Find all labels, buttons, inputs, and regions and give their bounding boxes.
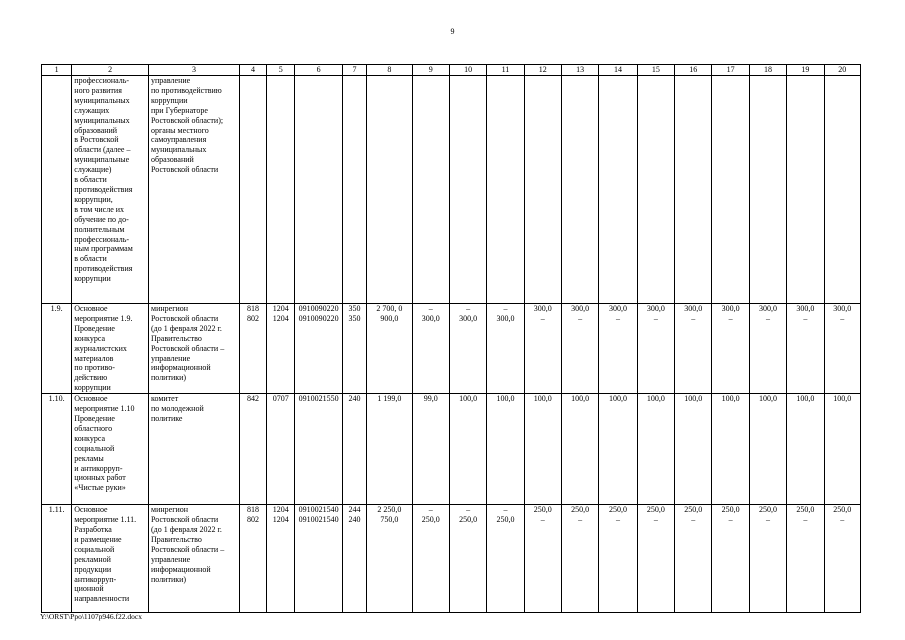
year-amount-cell: 100,0 [599, 394, 637, 505]
header-cell: 20 [824, 65, 861, 76]
year-amount-cell: – 250,0 [487, 505, 524, 613]
total-amount-cell: 2 700, 0 900,0 [367, 304, 412, 394]
year-amount-cell [561, 76, 598, 304]
expense-type-cell: 350 350 [342, 304, 366, 394]
header-cell: 1 [42, 65, 72, 76]
header-cell: 4 [239, 65, 266, 76]
year-amount-cell: 100,0 [787, 394, 824, 505]
section-code-cell [267, 76, 295, 304]
header-cell: 9 [412, 65, 449, 76]
target-article-cell: 0910021550 [295, 394, 342, 505]
budget-table [41, 64, 861, 613]
section-code-cell: 1204 1204 [267, 505, 295, 613]
section-code-cell: 1204 1204 [267, 304, 295, 394]
grbs-code-cell: 818 802 [239, 505, 266, 613]
grbs-code-cell: 818 802 [239, 304, 266, 394]
year-amount-cell: 300,0 – [675, 304, 712, 394]
measure-name-cell: Основное мероприятие 1.9. Проведение конкурса журналистских материалов по противо- действию коррупции [72, 304, 149, 394]
year-amount-cell: 250,0 – [637, 505, 674, 613]
header-cell: 15 [637, 65, 674, 76]
grbs-code-cell [239, 76, 266, 304]
measure-name-cell: Основное мероприятие 1.11. Разработка и размещение социальной рекламной продукции антикорруп- ционной направленности [72, 505, 149, 613]
year-amount-cell: 100,0 [524, 394, 561, 505]
header-cell: 8 [367, 65, 412, 76]
header-cell: 19 [787, 65, 824, 76]
year-amount-cell [487, 76, 524, 304]
year-amount-cell: – 300,0 [487, 304, 524, 394]
year-amount-cell [675, 76, 712, 304]
target-article-cell: 0910021540 0910021540 [295, 505, 342, 613]
year-amount-cell: 100,0 [824, 394, 861, 505]
year-amount-cell: 100,0 [749, 394, 786, 505]
total-amount-cell: 2 250,0 750,0 [367, 505, 412, 613]
section-code-cell: 0707 [267, 394, 295, 505]
year-amount-cell [449, 76, 486, 304]
target-article-cell [295, 76, 342, 304]
row-number-cell [42, 76, 72, 304]
header-cell: 13 [561, 65, 598, 76]
year-amount-cell: 250,0 – [787, 505, 824, 613]
expense-type-cell: 240 [342, 394, 366, 505]
executor-cell: минрегион Ростовской области (до 1 февраля 2022 г. Правительство Ростовской области – управление информационной политики) [149, 304, 240, 394]
year-amount-cell [787, 76, 824, 304]
year-amount-cell: – 250,0 [412, 505, 449, 613]
year-amount-cell: 300,0 – [561, 304, 598, 394]
header-cell: 12 [524, 65, 561, 76]
year-amount-cell: 250,0 – [599, 505, 637, 613]
table-row [42, 76, 861, 304]
year-amount-cell [599, 76, 637, 304]
year-amount-cell: 100,0 [637, 394, 674, 505]
year-amount-cell: – 250,0 [449, 505, 486, 613]
measure-name-cell: профессиональ- ного развития муниципальных служащих муниципальных образований в Ростовской области (далее – муниципальные служащие) в области противодействия коррупции, в том числе их обучение по до- полнительным профессиональ- ным программам в области противодействия коррупции [72, 76, 149, 304]
year-amount-cell: 100,0 [449, 394, 486, 505]
header-cell: 5 [267, 65, 295, 76]
grbs-code-cell: 842 [239, 394, 266, 505]
year-amount-cell [637, 76, 674, 304]
year-amount-cell: 300,0 – [599, 304, 637, 394]
year-amount-cell: 300,0 – [824, 304, 861, 394]
year-amount-cell: 300,0 – [712, 304, 749, 394]
year-amount-cell: 300,0 – [749, 304, 786, 394]
row-number-cell: 1.9. [42, 304, 72, 394]
executor-cell: комитет по молодежной политике [149, 394, 240, 505]
year-amount-cell: – 300,0 [412, 304, 449, 394]
year-amount-cell: 100,0 [487, 394, 524, 505]
header-cell: 10 [449, 65, 486, 76]
page-number: 9 [450, 27, 455, 36]
year-amount-cell: 300,0 – [787, 304, 824, 394]
executor-cell: управление по противодействию коррупции при Губернаторе Ростовской области); органы местного самоуправления муниципальных образований Ростовской области [149, 76, 240, 304]
table-row [42, 505, 861, 613]
expense-type-cell [342, 76, 366, 304]
executor-cell: минрегион Ростовской области (до 1 февраля 2022 г. Правительство Ростовской области – управление информационной политики) [149, 505, 240, 613]
year-amount-cell: 100,0 [712, 394, 749, 505]
year-amount-cell: 100,0 [561, 394, 598, 505]
year-amount-cell: 100,0 [675, 394, 712, 505]
year-amount-cell [412, 76, 449, 304]
row-number-cell: 1.10. [42, 394, 72, 505]
year-amount-cell: 99,0 [412, 394, 449, 505]
year-amount-cell: 250,0 – [712, 505, 749, 613]
measure-name-cell: Основное мероприятие 1.10 Проведение областного конкурса социальной рекламы и антикорруп- ционных работ «Чистые руки» [72, 394, 149, 505]
header-cell: 18 [749, 65, 786, 76]
header-cell: 14 [599, 65, 637, 76]
year-amount-cell [749, 76, 786, 304]
table-row [42, 394, 861, 505]
target-article-cell: 0910090220 0910090220 [295, 304, 342, 394]
header-cell: 7 [342, 65, 366, 76]
year-amount-cell: 250,0 – [749, 505, 786, 613]
year-amount-cell [524, 76, 561, 304]
header-cell: 16 [675, 65, 712, 76]
header-cell: 6 [295, 65, 342, 76]
year-amount-cell: 250,0 – [675, 505, 712, 613]
year-amount-cell [712, 76, 749, 304]
table-row [42, 304, 861, 394]
year-amount-cell: 250,0 – [561, 505, 598, 613]
total-amount-cell [367, 76, 412, 304]
expense-type-cell: 244 240 [342, 505, 366, 613]
header-cell: 2 [72, 65, 149, 76]
year-amount-cell [824, 76, 861, 304]
year-amount-cell: 250,0 – [824, 505, 861, 613]
header-cell: 17 [712, 65, 749, 76]
header-cell: 3 [149, 65, 240, 76]
total-amount-cell: 1 199,0 [367, 394, 412, 505]
row-number-cell: 1.11. [42, 505, 72, 613]
header-cell: 11 [487, 65, 524, 76]
header-row [42, 65, 861, 76]
year-amount-cell: 300,0 – [637, 304, 674, 394]
year-amount-cell: 250,0 – [524, 505, 561, 613]
file-path-footer: Y:\ORST\Ppo\1107p946.f22.docx [40, 612, 142, 621]
year-amount-cell: – 300,0 [449, 304, 486, 394]
year-amount-cell: 300,0 – [524, 304, 561, 394]
